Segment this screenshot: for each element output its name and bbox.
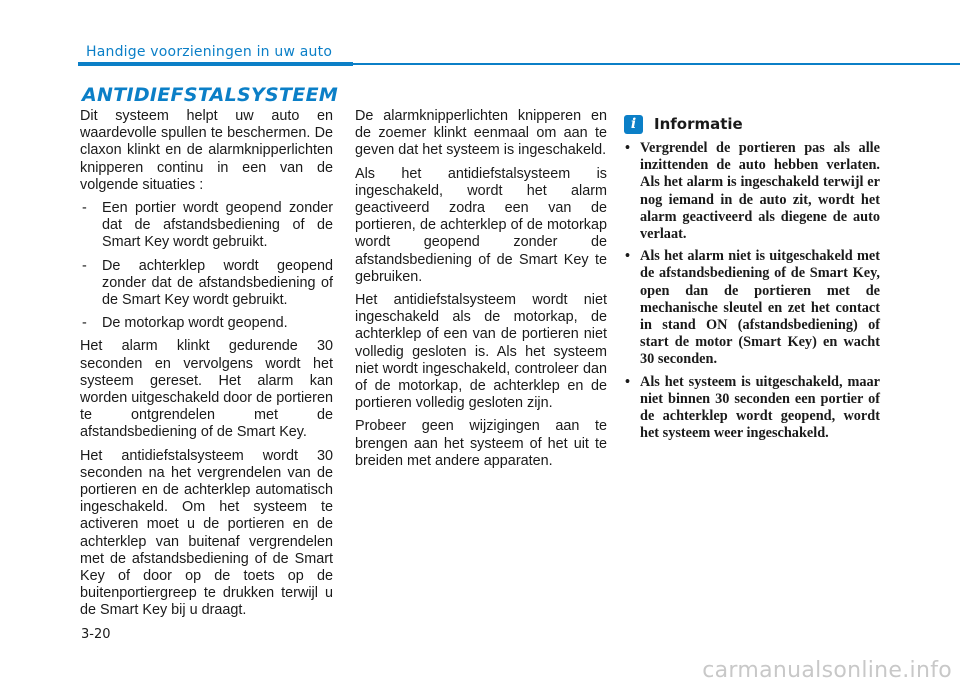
- text-column-middle: [355, 108, 607, 476]
- info-icon: i: [624, 115, 643, 134]
- info-header: [624, 114, 880, 134]
- header-rule-thin: [353, 63, 960, 65]
- paragraph: Het antidiefstalsysteem wordt niet ingeschakeld als de motorkap, de achterklep of een van de portieren niet volledig gesloten is. Als het systeem niet wordt ingeschakeld, controleer dan of de motorkap, de achterklep en de portieren volledig gesloten zijn.: [355, 292, 607, 412]
- paragraph: De alarmknipperlichten knipperen en de zoemer klinkt eenmaal om aan te geven dat het systeem is ingeschakeld.: [355, 108, 607, 159]
- info-list-item: • Vergrendel de portieren pas als alle inzittenden de auto hebben verlaten. Als het alarm is ingeschakeld terwijl er nog iemand in de auto zit, wordt het alarm geactiveerd als diegene de auto verlaat.: [624, 140, 880, 243]
- info-title: Informatie: [654, 115, 743, 133]
- header-rule-thick: [78, 62, 353, 66]
- page-number: 3-20: [81, 627, 111, 642]
- paragraph: Als het antidiefstalsysteem is ingeschakeld, wordt het alarm geactiveerd zodra een van de portieren, de achterklep of de motorkap wordt geopend zonder de afstandsbediening of de Smart Key te gebruiken.: [355, 165, 607, 285]
- list-item: - De achterklep wordt geopend zonder dat de afstandsbediening of de Smart Key wordt gebruikt.: [80, 258, 333, 310]
- paragraph: Het antidiefstalsysteem wordt 30 seconden na het vergrendelen van de portieren en de achterklep automatisch ingeschakeld. Om het systeem te activeren moet u de portieren en de achterklep van buitenaf vergrendelen met de afstandsbediening of de Smart Key of door op de toets op de buitenportiergreep te drukken terwijl u de Smart Key bij u draagt.: [80, 447, 333, 619]
- info-list: [624, 140, 880, 442]
- situation-list: [80, 200, 333, 332]
- watermark: carmanualsonline.info: [702, 658, 952, 683]
- info-box: [624, 114, 880, 447]
- list-item: - Een portier wordt geopend zonder dat de afstandsbediening of de Smart Key wordt gebruikt.: [80, 200, 333, 252]
- chapter-title: Handige voorzieningen in uw auto: [86, 44, 333, 60]
- text-column-left: [80, 108, 333, 626]
- info-list-item: • Als het systeem is uitgeschakeld, maar niet binnen 30 seconden een portier of de achterklep wordt geopend, wordt het systeem weer ingeschakeld.: [624, 374, 880, 443]
- section-heading: ANTIDIEFSTALSYSTEEM: [82, 84, 339, 106]
- list-item: - De motorkap wordt geopend.: [80, 315, 333, 332]
- info-list-item: • Als het alarm niet is uitgeschakeld met de afstandsbediening of de Smart Key, open dan de portieren met de mechanische sleutel en zet het contact in stand ON (afstandsbediening) of start de motor (Smart Key) en wacht 30 seconden.: [624, 248, 880, 368]
- intro-paragraph: Dit systeem helpt uw auto en waardevolle spullen te beschermen. De claxon klinkt en de alarmknipperlichten knipperen continu in een van de volgende situaties :: [80, 108, 333, 193]
- paragraph: Het alarm klinkt gedurende 30 seconden en vervolgens wordt het systeem gereset. Het alarm kan worden uitgeschakeld door de portieren te ontgrendelen met de afstandsbediening of de Smart Key.: [80, 338, 333, 441]
- paragraph: Probeer geen wijzigingen aan te brengen aan het systeem of het uit te breiden met andere apparaten.: [355, 418, 607, 469]
